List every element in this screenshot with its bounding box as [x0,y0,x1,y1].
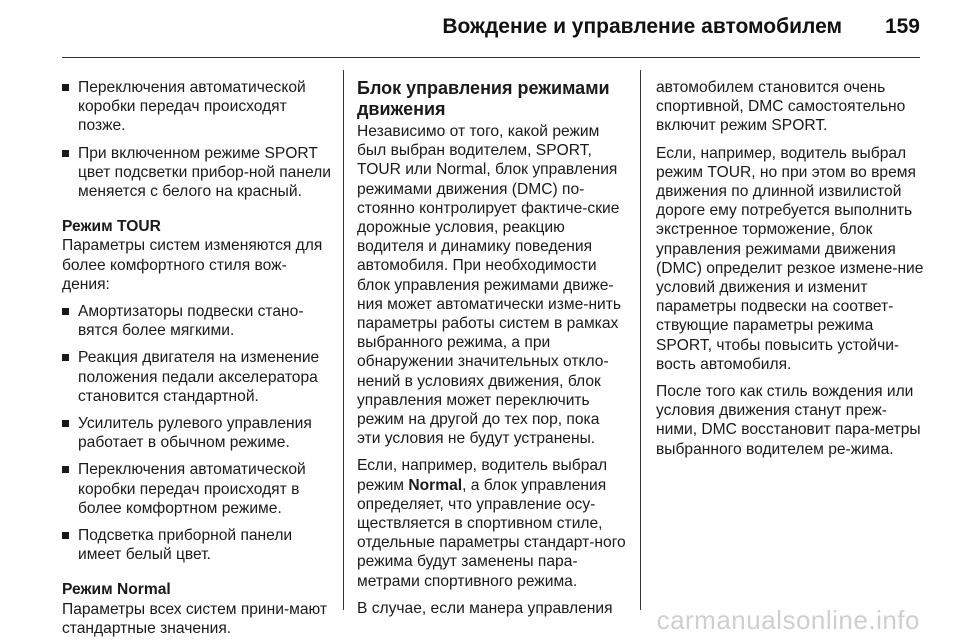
bullet-square-icon [62,420,69,427]
tour-heading: Режим TOUR [62,218,161,236]
tour-intro: Параметры систем изменяются для более комфортного стиля вож-дения: [62,237,323,293]
section-title: Блок управления режимами движения [357,78,610,119]
bullet-square-icon [62,84,69,91]
list-item: Усилитель рулевого управления работает в обычном режиме. [62,414,334,452]
paragraph: Если, например, водитель выбрал режим TOUR, но при этом во время движения по длинной извилистой дороге ему потребуется выполнить экстренное торможение, блок управления режимами движения (DMC) определит резкое измене-ние условий движения и изменит параметры подвески на соответ-ствующие параметры режима SPORT, чтобы повысить устойчи-вость автомобиля. [656,144,924,373]
page-number: 159 [884,15,920,38]
paragraph: Если, например, водитель выбрал режим Normal, а блок управления определяет, что управление осу-ществляется в спортивном стиле, отдельные параметры стандарт-ного режима будут заменены пара-метрами спортивного режима. [357,457,626,590]
column-left [62,78,334,637]
bullet-square-icon [62,150,69,157]
column-divider [343,70,344,610]
bullet-square-icon [62,308,69,315]
list-item: Подсветка приборной панели имеет белый цвет. [62,526,334,564]
list-item: Переключения автоматической коробки передач происходят позже. [62,78,334,136]
bullet-square-icon [62,354,69,361]
watermark: carmanualsonline.info [656,605,920,635]
bullet-square-icon [62,466,69,473]
paragraph: автомобилем становится очень спортивной, DMC самостоятельно включит режим SPORT. [656,79,906,135]
bullet-square-icon [62,532,69,539]
paragraph: В случае, если манера управления [357,599,613,617]
normal-heading: Режим Normal [62,581,171,599]
column-middle [357,78,627,617]
normal-text: Параметры всех систем прини-мают стандартные значения. [62,600,328,637]
page-header [0,0,960,60]
list-item: Реакция двигателя на изменение положения педали акселератора становится стандартной. [62,348,334,406]
header-divider [62,57,920,58]
column-right [656,78,926,612]
column-divider [640,70,641,610]
paragraph: Независимо от того, какой режим был выбран водителем, SPORT, TOUR или Normal, блок управления режимами движения (DMC) по-стоянно контролирует фактиче-ские дорожные условия, реакцию водителя и динамику поведения автомобиля. При необходимости блок управления режимами движе-ния может автоматически изме-нить параметры работы систем в рамках выбранного режима, а при обнаружении значительных откло-нений в условиях движения, блок управления может переключить режим на другой до тех пор, пока эти условия не будут устранены. [357,123,622,448]
page-title: Вождение и управление автомобилем [442,15,842,38]
list-item: Переключения автоматической коробки передач происходят в более комфортном режиме. [62,460,334,518]
paragraph: После того как стиль вождения или условия движения станут преж-ними, DMC восстановит пара-метры выбранного водителем ре-жима. [656,383,921,458]
list-item: Амортизаторы подвески стано-вятся более мягкими. [62,302,334,340]
mode-name-bold: Normal [408,476,463,494]
list-item: При включенном режиме SPORT цвет подсветки прибор-ной панели меняется с белого на красный. [62,144,334,202]
